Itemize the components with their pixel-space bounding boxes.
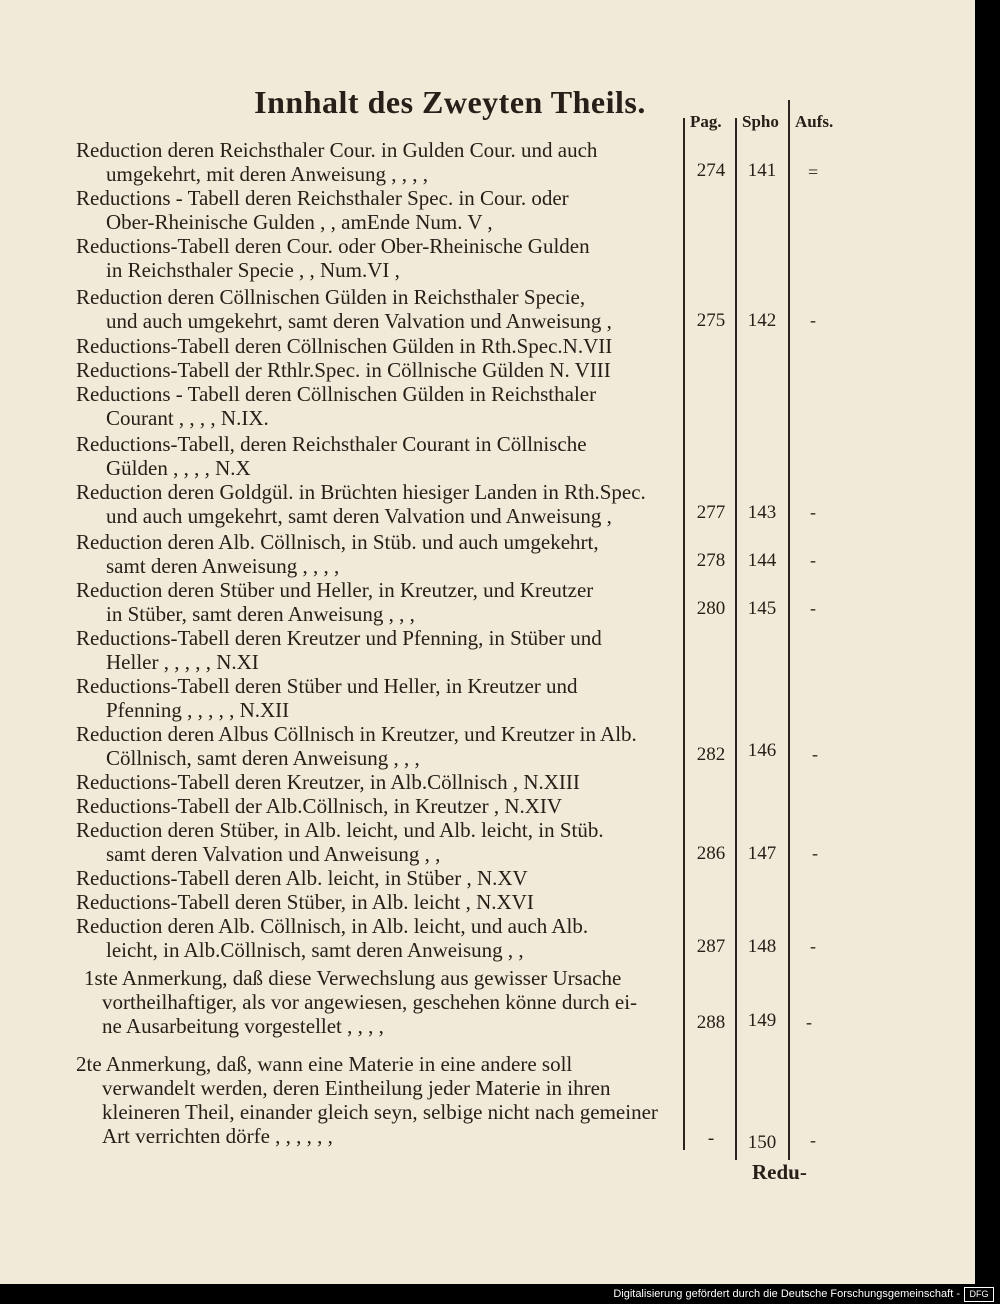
page-number: 288 (696, 1012, 726, 1033)
page-number: 275 (696, 310, 726, 331)
column-header-aufs: Aufs. (795, 112, 834, 131)
page-number: 286 (696, 843, 726, 864)
aufs-mark: - (810, 1130, 816, 1150)
toc-entry: Reduction deren Stüber und Heller, in Kreutzer, und Kreutzer in Stüber, samt deren Anweisung , , , (76, 578, 594, 626)
column-header-pag: Pag. (690, 112, 722, 131)
digitization-footer (0, 1284, 1000, 1304)
aufs-mark: - (812, 843, 818, 863)
aufs-mark: - (810, 936, 816, 956)
page-number: 274 (696, 160, 726, 181)
page-number: 277 (696, 502, 726, 523)
page-title: Innhalt des Zweyten Theils. (254, 84, 646, 120)
toc-entry: Reductions-Tabell deren Kreutzer und Pfenning, in Stüber und Heller , , , , , N.XI (76, 626, 602, 674)
aufs-mark: - (806, 1012, 812, 1032)
toc-entry: Reductions-Tabell deren Cöllnischen Gülden in Rth.Spec.N.VII (76, 334, 613, 358)
toc-entry: Reductions-Tabell deren Stüber und Heller, in Kreutzer und Pfenning , , , , , N.XII (76, 674, 578, 722)
aufs-mark: - (810, 550, 816, 570)
aufs-mark: - (810, 502, 816, 522)
spho-number: 150 (747, 1132, 777, 1153)
toc-entry: Reduction deren Alb. Cöllnisch, in Stüb. und auch umgekehrt, samt deren Anweisung , , , , (76, 530, 599, 578)
spho-number: 146 (747, 740, 777, 761)
spho-number: 143 (747, 502, 777, 523)
footer-credit: Digitalisierung gefördert durch die Deutsche Forschungsgemeinschaft - (613, 1288, 960, 1300)
aufs-mark: - (812, 744, 818, 764)
page-number: - (707, 1128, 715, 1149)
toc-entry: Reductions - Tabell deren Cöllnischen Gülden in Reichsthaler Courant , , , , N.IX. (76, 382, 597, 430)
spho-number: 141 (747, 160, 777, 181)
spho-number: 145 (747, 598, 777, 619)
page-number: 280 (696, 598, 726, 619)
toc-entry: Reductions-Tabell der Alb.Cöllnisch, in Kreutzer , N.XIV (76, 794, 563, 818)
toc-entry: Reduction deren Reichsthaler Cour. in Gulden Cour. und auch umgekehrt, mit deren Anweisung , , , , (76, 138, 598, 186)
toc-entry: Reduction deren Goldgül. in Brüchten hiesiger Landen in Rth.Spec. und auch umgekehrt, samt deren Valvation und Anweisung , (76, 480, 646, 528)
toc-entry: Reductions-Tabell, deren Reichsthaler Courant in Cöllnische Gülden , , , , N.X (76, 432, 587, 480)
dfg-logo: DFG (964, 1287, 994, 1302)
note-entry: 2te Anmerkung, daß, wann eine Materie in eine andere soll verwandelt werden, deren Eintheilung jeder Materie in ihren kleineren Theil, einander gleich seyn, selbige nicht nach gemeiner Art verrichten dörfe , , , , , , (76, 1052, 658, 1148)
page-number: 278 (696, 550, 726, 571)
toc-entry: Reduction deren Alb. Cöllnisch, in Alb. leicht, und auch Alb. leicht, in Alb.Cöllnisch, samt deren Anweisung , , (76, 914, 589, 962)
page-number: 282 (696, 744, 726, 765)
toc-entry: Reductions-Tabell deren Stüber, in Alb. leicht , N.XVI (76, 890, 534, 914)
column-rule (735, 118, 737, 1160)
aufs-mark: = (808, 162, 819, 182)
spho-number: 149 (747, 1010, 777, 1031)
note-entry: 1ste Anmerkung, daß diese Verwechslung aus gewisser Ursache vortheilhaftiger, als vor angewiesen, geschehen könne durch ei- ne Ausarbeitung vorgestellet , , , , (84, 966, 638, 1038)
toc-entry: Reductions-Tabell deren Alb. leicht, in Stüber , N.XV (76, 866, 528, 890)
spho-number: 144 (747, 550, 777, 571)
toc-entry: Reductions-Tabell der Rthlr.Spec. in Cöllnische Gülden N. VIII (76, 358, 611, 382)
toc-entry: Reductions-Tabell deren Kreutzer, in Alb.Cöllnisch , N.XIII (76, 770, 580, 794)
toc-entry: Reduction deren Stüber, in Alb. leicht, und Alb. leicht, in Stüb. samt deren Valvation und Anweisung , , (76, 818, 604, 866)
toc-entry: Reduction deren Cöllnischen Gülden in Reichsthaler Specie, und auch umgekehrt, samt deren Valvation und Anweisung , (76, 285, 612, 333)
spho-number: 147 (747, 843, 777, 864)
catchword: Redu- (752, 1160, 807, 1184)
toc-entry: Reductions - Tabell deren Reichsthaler Spec. in Cour. oder Ober-Rheinische Gulden , , amEnde Num. V , (76, 186, 569, 234)
aufs-mark: - (810, 598, 816, 618)
page-number: 287 (696, 936, 726, 957)
spho-number: 148 (747, 936, 777, 957)
toc-entry: Reduction deren Albus Cöllnisch in Kreutzer, und Kreutzer in Alb. Cöllnisch, samt deren Anweisung , , , (76, 722, 637, 770)
aufs-mark: - (810, 310, 816, 330)
toc-entry: Reductions-Tabell deren Cour. oder Ober-Rheinische Gulden in Reichsthaler Specie , , Num.VI , (76, 234, 590, 282)
column-header-spho: Spho (742, 112, 779, 131)
column-rule (788, 100, 790, 1160)
spho-number: 142 (747, 310, 777, 331)
